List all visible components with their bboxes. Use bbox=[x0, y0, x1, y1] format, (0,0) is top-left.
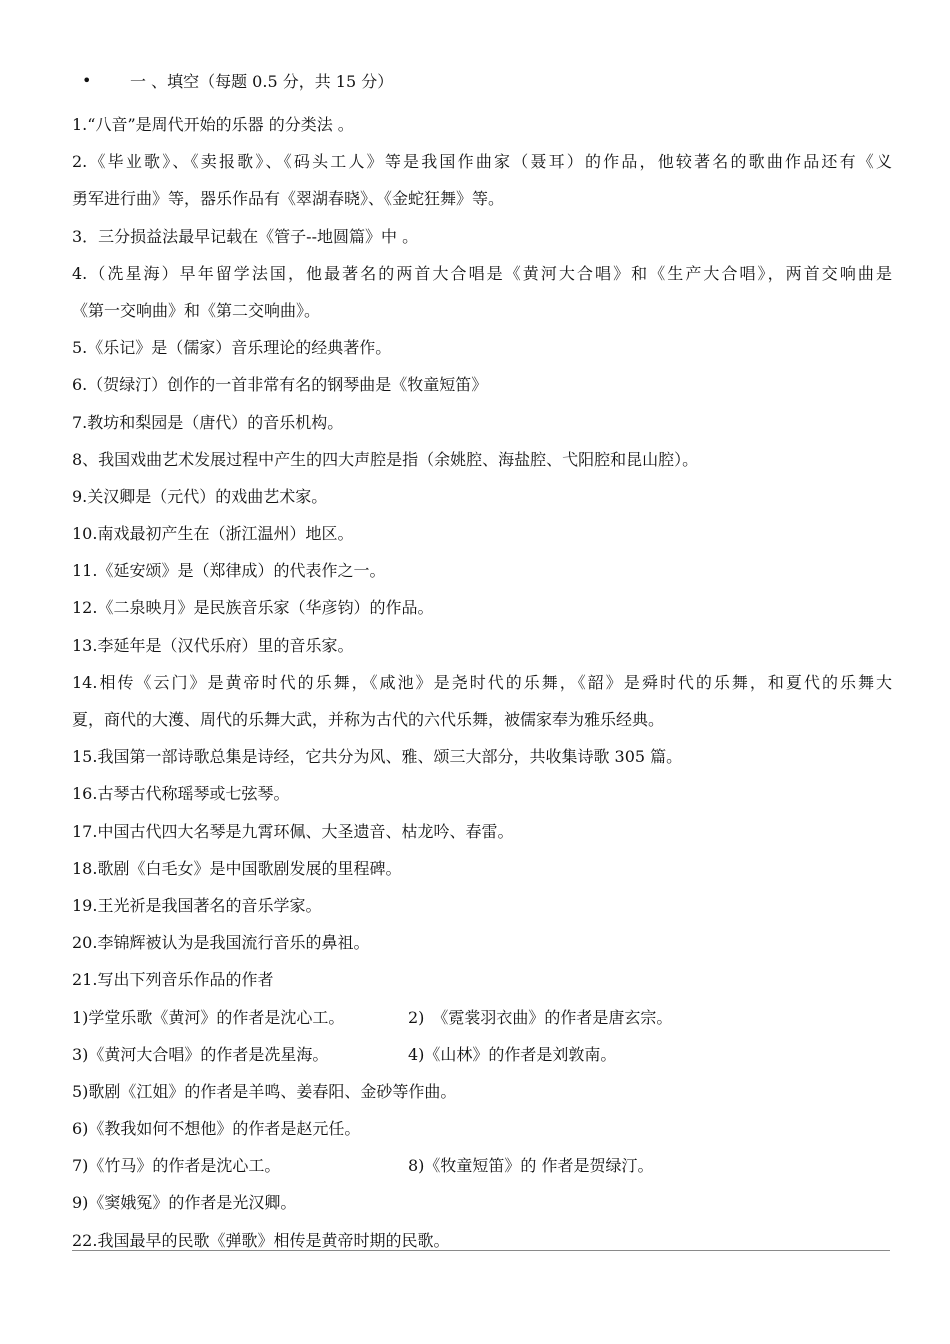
question-21-item-7: 7)《竹马》的作者是沈心工。 bbox=[72, 1156, 281, 1176]
question-16: 16.古琴古代称瑶琴或七弦琴。 bbox=[72, 784, 290, 804]
question-8: 8、我国戏曲艺术发展过程中产生的四大声腔是指（余姚腔、海盐腔、弋阳腔和昆山腔）。 bbox=[72, 449, 699, 469]
question-15: 15.我国第一部诗歌总集是诗经，它共分为风、雅、颂三大部分，共收集诗歌 305 篇。 bbox=[72, 747, 683, 767]
section-title: 一 、填空（每题 0.5 分，共 15 分） bbox=[130, 71, 394, 91]
question-2-line-2: 勇军进行曲》等，器乐作品有《翠湖春晓》、《金蛇狂舞》等。 bbox=[72, 189, 505, 209]
question-14-line-2: 夏，商代的大濩、周代的乐舞大武，并称为古代的六代乐舞，被儒家奉为雅乐经典。 bbox=[72, 710, 665, 729]
question-21-item-2: 2) 《霓裳羽衣曲》的作者是唐玄宗。 bbox=[408, 1007, 673, 1027]
question-10: 10.南戏最初产生在（浙江温州）地区。 bbox=[72, 524, 354, 544]
question-21-item-1: 1)学堂乐歌《黄河》的作者是沈心工。 bbox=[72, 1007, 345, 1027]
question-11: 11.《延安颂》是（郑律成）的代表作之一。 bbox=[72, 561, 386, 581]
question-4-line-2: 《第一交响曲》和《第二交响曲》。 bbox=[72, 300, 321, 320]
question-14-line-1: 14.相传《云门》是黄帝时代的乐舞，《咸池》是尧时代的乐舞，《韶》是舜时代的乐舞，和夏代的乐舞大 bbox=[72, 672, 892, 692]
question-3: 3．三分损益法最早记载在《管子--地圆篇》中 。 bbox=[72, 226, 419, 246]
question-1: 1.“八音”是周代开始的乐器 的分类法 。 bbox=[72, 115, 354, 134]
question-13: 13.李延年是（汉代乐府）里的音乐家。 bbox=[72, 635, 354, 655]
question-6: 6.（贺绿汀）创作的一首非常有名的钢琴曲是《牧童短笛》 bbox=[72, 375, 488, 395]
question-19: 19.王光祈是我国著名的音乐学家。 bbox=[72, 895, 322, 915]
bottom-divider bbox=[72, 1250, 890, 1251]
question-list bbox=[72, 106, 892, 1259]
question-4-line-1: 4.（冼星海）早年留学法国，他最著名的两首大合唱是《黄河大合唱》和《生产大合唱》，两首交响曲是 bbox=[72, 263, 892, 283]
question-5: 5.《乐记》是（儒家）音乐理论的经典著作。 bbox=[72, 338, 392, 358]
question-18: 18.歌剧《白毛女》是中国歌剧发展的里程碑。 bbox=[72, 858, 402, 878]
question-2-line-1: 2.《毕业歌》、《卖报歌》、《码头工人》等是我国作曲家（聂耳）的作品，他较著名的歌曲作品还有《义 bbox=[72, 152, 892, 172]
question-12: 12.《二泉映月》是民族音乐家（华彦钧）的作品。 bbox=[72, 598, 434, 618]
question-22: 22.我国最早的民歌《弹歌》相传是黄帝时期的民歌。 bbox=[72, 1230, 450, 1250]
question-21-item-3: 3)《黄河大合唱》的作者是冼星海。 bbox=[72, 1044, 329, 1064]
question-9: 9.关汉卿是（元代）的戏曲艺术家。 bbox=[72, 486, 328, 506]
question-21-row-1 bbox=[72, 999, 892, 1036]
question-21-item-8: 8)《牧童短笛》的 作者是贺绿汀。 bbox=[408, 1156, 654, 1176]
question-7: 7.教坊和梨园是（唐代）的音乐机构。 bbox=[72, 412, 344, 432]
question-21: 21.写出下列音乐作品的作者 bbox=[72, 970, 274, 990]
question-21-row-3 bbox=[72, 1147, 892, 1184]
question-21-row-2 bbox=[72, 1036, 892, 1073]
question-21-item-5: 5)歌剧《江姐》的作者是羊鸣、姜春阳、金砂等作曲。 bbox=[72, 1081, 457, 1101]
question-17: 17.中国古代四大名琴是九霄环佩、大圣遗音、枯龙吟、春雷。 bbox=[72, 821, 514, 841]
section-heading bbox=[82, 68, 393, 92]
question-21-item-9: 9)《窦娥冤》的作者是光汉卿。 bbox=[72, 1193, 297, 1213]
question-21-item-4: 4)《山林》的作者是刘敦南。 bbox=[408, 1044, 617, 1064]
bullet-icon: • bbox=[82, 70, 92, 90]
question-21-item-6: 6)《教我如何不想他》的作者是赵元任。 bbox=[72, 1119, 361, 1139]
question-20: 20.李锦辉被认为是我国流行音乐的鼻祖。 bbox=[72, 933, 370, 953]
